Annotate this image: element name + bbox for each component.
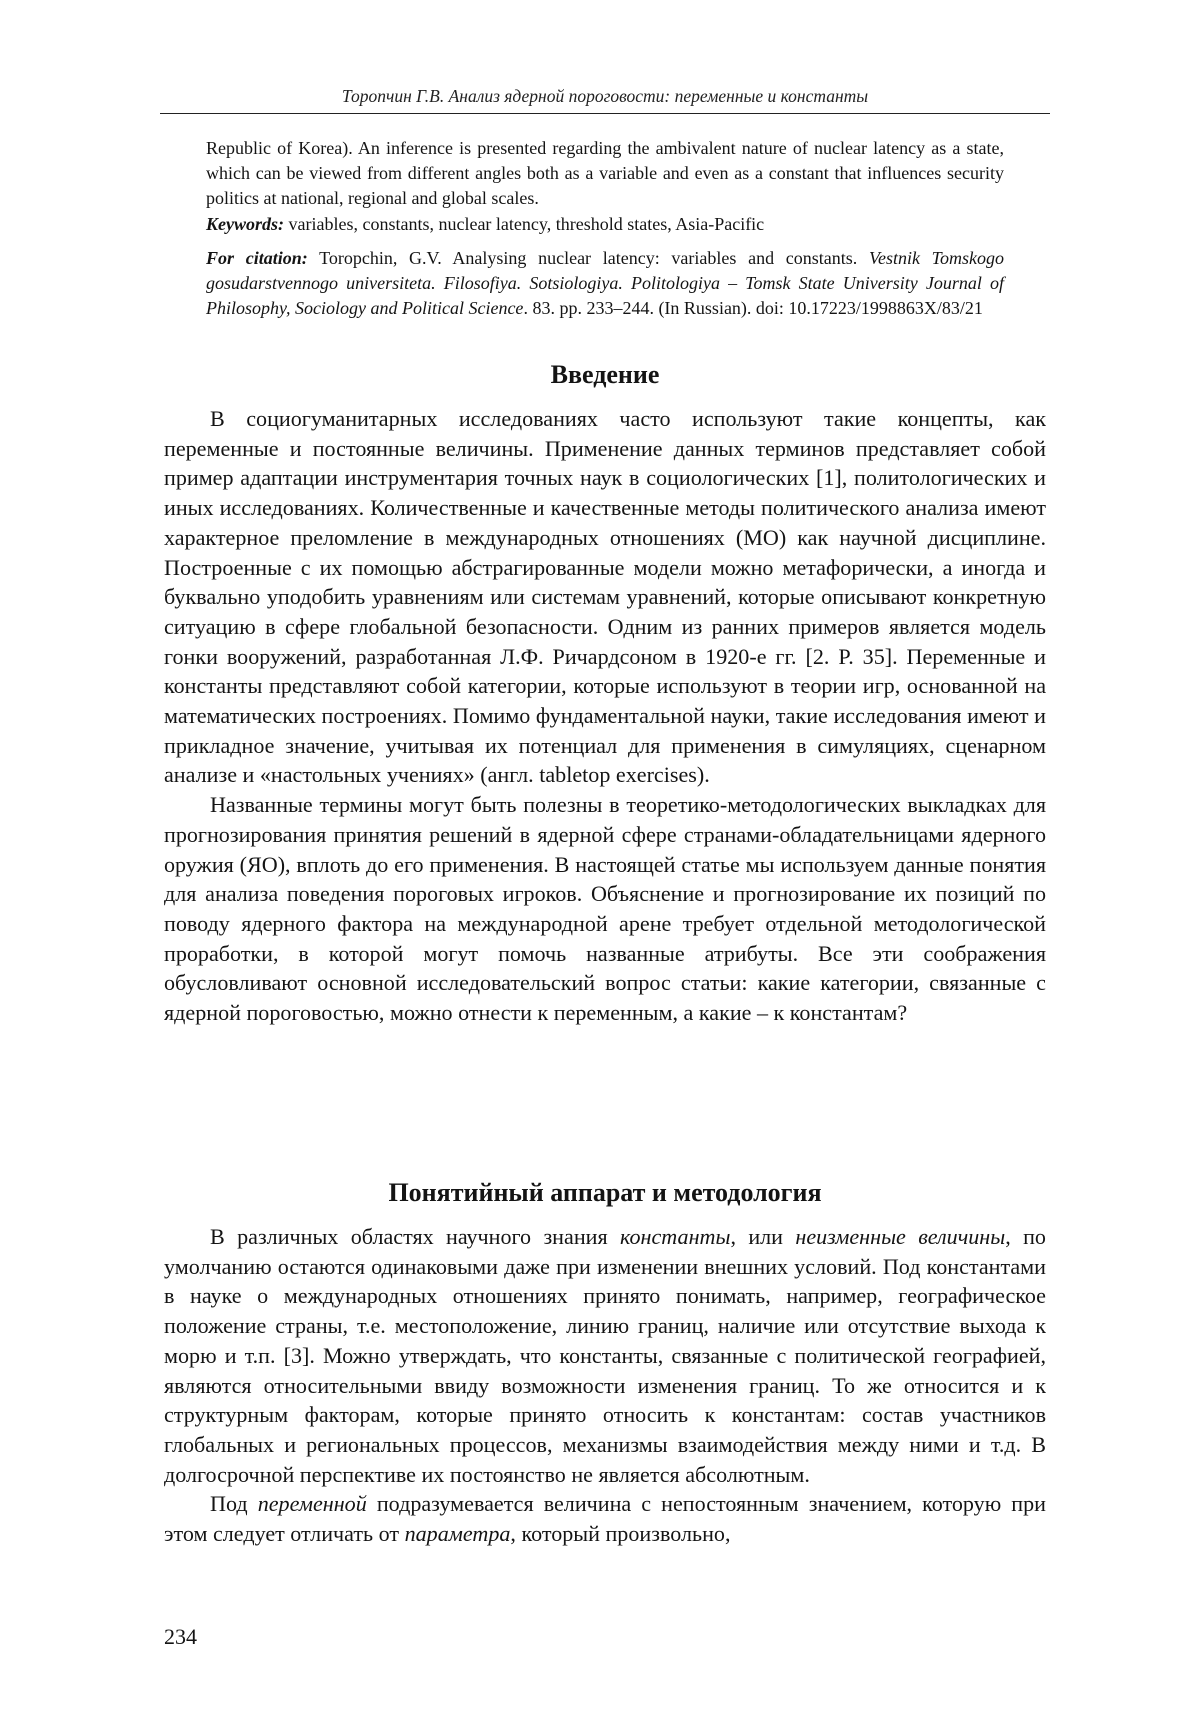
- keywords-text: variables, constants, nuclear latency, threshold states, Asia-Pacific: [288, 213, 765, 234]
- methods-p2-text-a: Под: [210, 1491, 258, 1517]
- intro-paragraph-2: Названные термины могут быть полезны в теоретико-методологических выкладках для прогнозирования принятия решений в ядерной сфере странами-обладательницами ядерного оружия (ЯО), вплоть до его применения. В настоящей статье мы используем данные понятия для анализа поведения пороговых игроков. Объяснение и прогнозирование их позиций по поводу ядерного фактора на международной арене требует отдельной методологической проработки, в которой могут помочь названные атрибуты. Все эти соображения обусловливают основной исследовательский вопрос статьи: какие категории, связанные с ядерной пороговостью, можно отнести к переменным, а какие – к константам?: [164, 792, 1046, 1026]
- citation-details: . 83. pp. 233–244. (In Russian). doi: 10.17223/1998863X/83/21: [523, 298, 983, 319]
- keywords-label: Keywords:: [206, 213, 284, 234]
- methodology-body: [164, 1222, 1046, 1549]
- methods-paragraph-2: [164, 1489, 1046, 1548]
- term-variable: переменной: [257, 1491, 367, 1517]
- keywords-line: [206, 212, 1004, 237]
- citation-line: [206, 246, 1004, 322]
- methods-p1-text-b: , или: [730, 1224, 796, 1249]
- methods-p2-text-b: подразумевается величина с непостоянным значением, которую при этом следует отличать от: [164, 1491, 1046, 1547]
- page-number: 234: [164, 1624, 197, 1649]
- header-rule: [160, 113, 1050, 114]
- introduction-body: [164, 404, 1046, 1028]
- methods-p1-text-a: В различных областях научного знания: [210, 1224, 620, 1249]
- intro-paragraph-1: В социогуманитарных исследованиях часто используют такие концепты, как переменные и постоянные величины. Применение данных терминов представляет собой пример адаптации инструментария точных наук в социологических [1], политологических и иных исследованиях. Количественные и качественные методы политического анализа имеют характерное преломление в международных отношениях (МО) как научной дисциплине. Построенные с их помощью абстрагированные модели можно метафорически, а иногда и буквально уподобить уравнениям или системам уравнений, которые описывают конкретную ситуацию в сфере глобальной безопасности. Одним из ранних примеров является модель гонки вооружений, разработанная Л.Ф. Ричардсоном в 1920-е гг. [2. P. 35]. Переменные и константы представляют собой категории, которые используют в теории игр, основанной на математических построениях. Помимо фундаментальной науки, такие исследования имеют и прикладное значение, учитывая их потенциал для применения в симуляциях, сценарном анализе и «настольных учениях» (англ. tabletop exercises).: [164, 406, 1046, 788]
- section-title-methodology: Понятийный аппарат и методология: [388, 1178, 822, 1207]
- abstract-continuation: Republic of Korea). An inference is presented regarding the ambivalent nature of nuclear latency as a state, which can be viewed from different angles both as a variable and even as a constant that influences security politics at national, regional and global scales.: [206, 138, 1004, 209]
- citation-label: For citation:: [206, 247, 308, 268]
- methods-paragraph-1: [164, 1222, 1046, 1489]
- term-invariant-values: неизменные величины: [795, 1224, 1006, 1249]
- citation-journal: Vestnik Tomskogo gosudarstvennogo universiteta. Filosofiya. Sotsiologiya. Politologiya – Tomsk State University Journal of Philosophy, Sociology and Political Science: [206, 247, 1004, 319]
- methods-p2-text-c: , который произвольно,: [510, 1521, 731, 1547]
- abstract-block: [206, 136, 1004, 321]
- running-header: Торопчин Г.В. Анализ ядерной пороговости: переменные и константы: [341, 86, 869, 106]
- section-title-introduction: Введение: [550, 360, 660, 389]
- term-parameter: параметра: [404, 1521, 511, 1547]
- citation-authors: Toropchin, G.V. Analysing nuclear latency: variables and constants.: [319, 247, 858, 268]
- methods-p1-text-c: , по умолчанию остаются одинаковыми даже при изменении внешних условий. Под константами в науке о международных отношениях принято понимать, например, географическое положение страны, т.е. местоположение, линию границ, наличие или отсутствие выхода к морю и т.п. [3]. Можно утверждать, что константы, связанные с политической географией, являются относительными ввиду возможности изменения границ. То же относится и к структурным факторам, которые принято относить к константам: состав участников глобальных и региональных процессов, механизмы взаимодействия между ними и т.д. В долгосрочной перспективе их постоянство не является абсолютным.: [164, 1224, 1046, 1487]
- term-constants: константы: [619, 1224, 731, 1249]
